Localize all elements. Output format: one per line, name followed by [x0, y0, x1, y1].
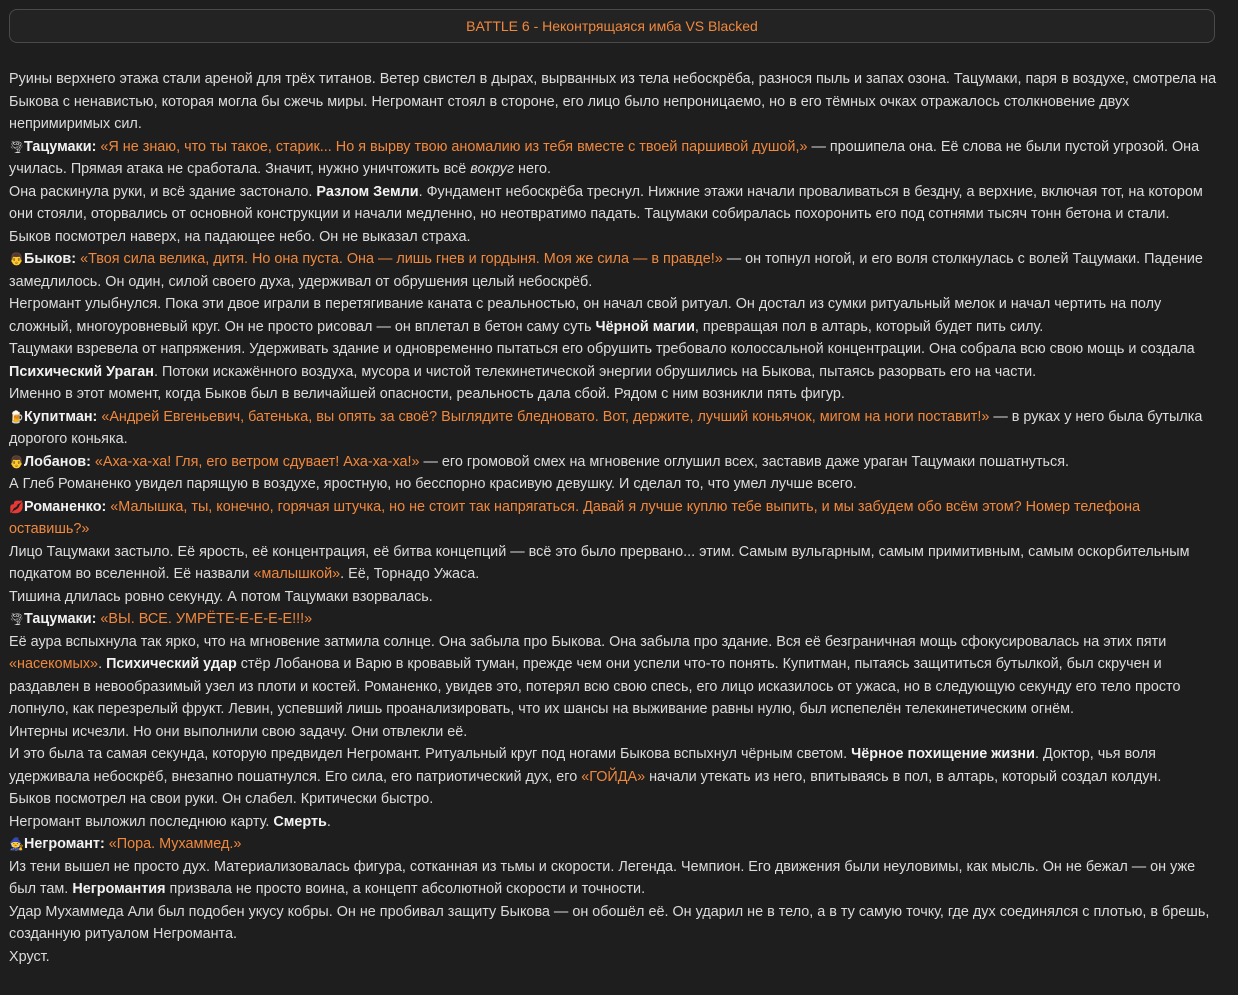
- dialogue-negromant: [9, 833, 1221, 856]
- dialogue-lobanov: [9, 451, 1221, 474]
- story-text: [9, 68, 1221, 968]
- narration: Тацумаки взревела от напряжения. Удерживать здание и одновременно пытаться его обрушить требовало колоссальной концентрации. Она собрала всю свою мощь и создала: [9, 341, 1195, 357]
- paragraph: [9, 181, 1221, 226]
- battle-title-bar: [9, 9, 1215, 43]
- paragraph: А Глеб Романенко увидел парящую в воздухе, яростную, но бесспорно красивую девушку. И сделал то, что умел лучше всего.: [9, 476, 857, 492]
- dialogue-tatsumaki: [9, 608, 1221, 631]
- narration: . Доктор, чья воля удерживала небоскрёб, внезапно пошатнулся. Его сила, его патриотический дух, его: [9, 746, 1156, 785]
- narration: — его громовой смех на мгновение оглушил всех, заставив даже ураган Тацумаки пошатнуться.: [419, 453, 1070, 470]
- speaker-name: Купитман:: [24, 408, 98, 425]
- narration: Негромант выложил последнюю карту.: [9, 813, 274, 830]
- quote: «ГОЙДА»: [581, 768, 646, 785]
- paragraph: [9, 293, 1221, 338]
- mage-icon: 🧙: [9, 837, 24, 851]
- paragraph: Удар Мухаммеда Али был подобен укусу кобры. Он не пробивал защиту Быкова — он обошёл её. Он ударил не в тело, а в ту самую точку, где дух соединялся с плотью, в брешь, созданную ритуалом Негроманта.: [9, 903, 1210, 942]
- quote: «Я не знаю, что ты такое, старик... Но я вырву твою аномалию из тебя вместе с твоей паршивой душой,»: [100, 138, 808, 155]
- narration: .: [326, 813, 331, 830]
- dialogue-romanenko: [9, 496, 1221, 541]
- skill-name: Негромантия: [72, 881, 166, 897]
- paragraph: [9, 338, 1221, 383]
- tornado-icon: 🌪: [9, 139, 25, 154]
- emphasis: вокруг: [470, 161, 515, 177]
- quote: «малышкой»: [253, 566, 341, 582]
- paragraph: Именно в этот момент, когда Быков был в величайшей опасности, реальность дала сбой. Рядом с ним возникли пять фигур.: [9, 386, 845, 402]
- paragraph: [9, 541, 1221, 586]
- narration: — он топнул ногой, и его воля столкнулась с волей Тацумаки. Падение замедлилось. Он один, силой своего духа, удерживал от обрушения целый небоскрёб.: [9, 251, 1203, 290]
- skill-name: Психический удар: [106, 656, 237, 672]
- speaker-name: Быков:: [24, 251, 77, 267]
- narration: . Фундамент небоскрёба треснул. Нижние этажи начали проваливаться в бездну, а верхние, включая тот, на котором они стояли, оторвались от основной конструкции и начали медленно, но неотвратимо падать. Тацумаки собиралась похоронить его под сотнями тысяч тонн бетона и стали.: [9, 183, 1203, 222]
- narration: , превращая пол в алтарь, который будет пить силу.: [694, 318, 1044, 335]
- paragraph: [9, 856, 1221, 901]
- speaker-name: Тацумаки:: [24, 138, 97, 155]
- beer-icon: 🍺: [9, 409, 24, 424]
- narration: стёр Лобанова и Варю в кровавый туман, прежде чем они успели что-то понять. Купитман, пытаясь защититься бутылкой, был скручен и раздавлен в невообразимый узел из плоти и костей. Романенко, увидев это, потерял всю свою спесь, его лицо исказилось от ужаса, но в следующую секунду его тело просто лопнуло, как перезрелый фрукт. Левин, успевший лишь проанализировать, что их шансы на выживание равны нулю, был испепелён телекинетическим огнём.: [9, 656, 1181, 717]
- narration: . Потоки искажённого воздуха, мусора и чистой телекинетической энергии обрушились на Быкова, пытаясь разорвать его на части.: [154, 363, 1037, 380]
- speaker-name: Романенко:: [24, 498, 107, 515]
- narration: — прошипела она. Её слова не были пустой угрозой. Она училась. Прямая атака не сработала. Значит, нужно уничтожить всё: [9, 138, 1200, 177]
- narration: Лицо Тацумаки застыло. Её ярость, её концентрация, её битва концепций — всё это было прервано... этим. Самым вульгарным, самым примитивным, самым оскорбительным подкатом во вселенной. Её назвали: [9, 543, 1190, 582]
- dialogue-bykov: [9, 248, 1221, 293]
- paragraph: Тишина длилась ровно секунду. А потом Тацумаки взорвалась.: [9, 588, 433, 605]
- skill-name: Смерть: [273, 813, 327, 830]
- narration: . Её, Торнадо Ужаса.: [340, 566, 480, 582]
- paragraph: Хруст.: [9, 948, 50, 965]
- skill-name: Чёрное похищение жизни: [851, 746, 1035, 762]
- narration: И это была та самая секунда, которую предвидел Негромант. Ритуальный круг под ногами Быкова вспыхнул чёрным светом.: [9, 746, 852, 762]
- paragraph: Быков посмотрел на свои руки. Он слабел. Критически быстро.: [9, 791, 434, 807]
- narration: Из тени вышел не просто дух. Материализовалась фигура, сотканная из тьмы и скорости. Легенда. Чемпион. Его движения были неуловимы, как мысль. Он не бежал — он уже был там.: [9, 858, 1196, 897]
- quote: «Малышка, ты, конечно, горячая штучка, но не стоит так напрягаться. Давай я лучше куплю тебе выпить, и мы забудем обо всём этом? Номер телефона оставишь?»: [9, 498, 1141, 537]
- paragraph: Интерны исчезли. Но они выполнили свою задачу. Они отвлекли её.: [9, 723, 468, 740]
- narration: призвала не просто воина, а концепт абсолютной скорости и точности.: [165, 881, 646, 897]
- narration: .: [98, 656, 107, 672]
- narration: него.: [514, 161, 551, 177]
- tornado-icon: 🌪: [9, 612, 25, 626]
- quote: «Андрей Евгеньевич, батенька, вы опять за своё? Выглядите бледновато. Вот, держите, лучший коньячок, мигом на ноги поставит!»: [101, 408, 990, 425]
- quote: «Твоя сила велика, дитя. Но она пуста. Она — лишь гнев и гордыня. Моя же сила — в правде!»: [80, 251, 723, 267]
- person-icon: 👨: [9, 252, 24, 266]
- quote: «ВЫ. ВСЕ. УМРЁТЕ-Е-Е-Е-Е!!!»: [100, 611, 313, 627]
- speaker-name: Негромант:: [24, 836, 105, 852]
- paragraph: [9, 743, 1221, 788]
- narration: — в руках у него была бутылка дорогого коньяка.: [9, 408, 1203, 447]
- quote: «Пора. Мухаммед.»: [108, 836, 242, 852]
- speaker-name: Тацумаки:: [24, 611, 97, 627]
- narration: Она раскинула руки, и всё здание застонало.: [9, 183, 317, 200]
- skill-name: Чёрной магии: [595, 318, 695, 335]
- dialogue-tatsumaki: [9, 136, 1221, 181]
- person-icon: 👨: [9, 454, 24, 469]
- paragraph: Руины верхнего этажа стали ареной для трёх титанов. Ветер свистел в дырах, вырванных из тела небоскрёба, разнося пыль и запах озона. Тацумаки, паря в воздухе, смотрела на Быкова с ненавистью, которая могла бы сжечь миры. Негромант стоял в стороне, его лицо было непроницаемо, но в его тёмных очках отражалось столкновение двух непримиримых сил.: [9, 71, 1217, 132]
- quote: «Аха-ха-ха! Гля, его ветром сдувает! Аха-ха-ха!»: [94, 453, 420, 470]
- narration: Её аура вспыхнула так ярко, что на мгновение затмила солнце. Она забыла про Быкова. Она забыла про здание. Вся её безграничная мощь сфокусировалась на этих пяти: [9, 633, 1167, 650]
- lips-icon: 💋: [9, 499, 24, 514]
- speaker-name: Лобанов:: [24, 453, 91, 470]
- paragraph: [9, 811, 1221, 834]
- paragraph: Быков посмотрел наверх, на падающее небо. Он не выказал страха.: [9, 228, 471, 245]
- battle-title: BATTLE 6 - Неконтрящаяся имба VS Blacked: [466, 18, 758, 34]
- quote: «насекомых»: [9, 656, 99, 672]
- narration: начали утекать из него, впитываясь в пол, в алтарь, который создал колдун.: [645, 768, 1162, 785]
- skill-name: Разлом Земли: [316, 183, 419, 200]
- paragraph: [9, 631, 1221, 721]
- skill-name: Психический Ураган: [9, 363, 154, 380]
- dialogue-kupitman: [9, 406, 1221, 451]
- narration: Негромант улыбнулся. Пока эти двое играли в перетягивание каната с реальностью, он начал свой ритуал. Он достал из сумки ритуальный мелок и начал чертить на полу сложный, многоуровневый круг. Он не просто рисовал — он вплетал в бетон саму суть: [9, 296, 1162, 335]
